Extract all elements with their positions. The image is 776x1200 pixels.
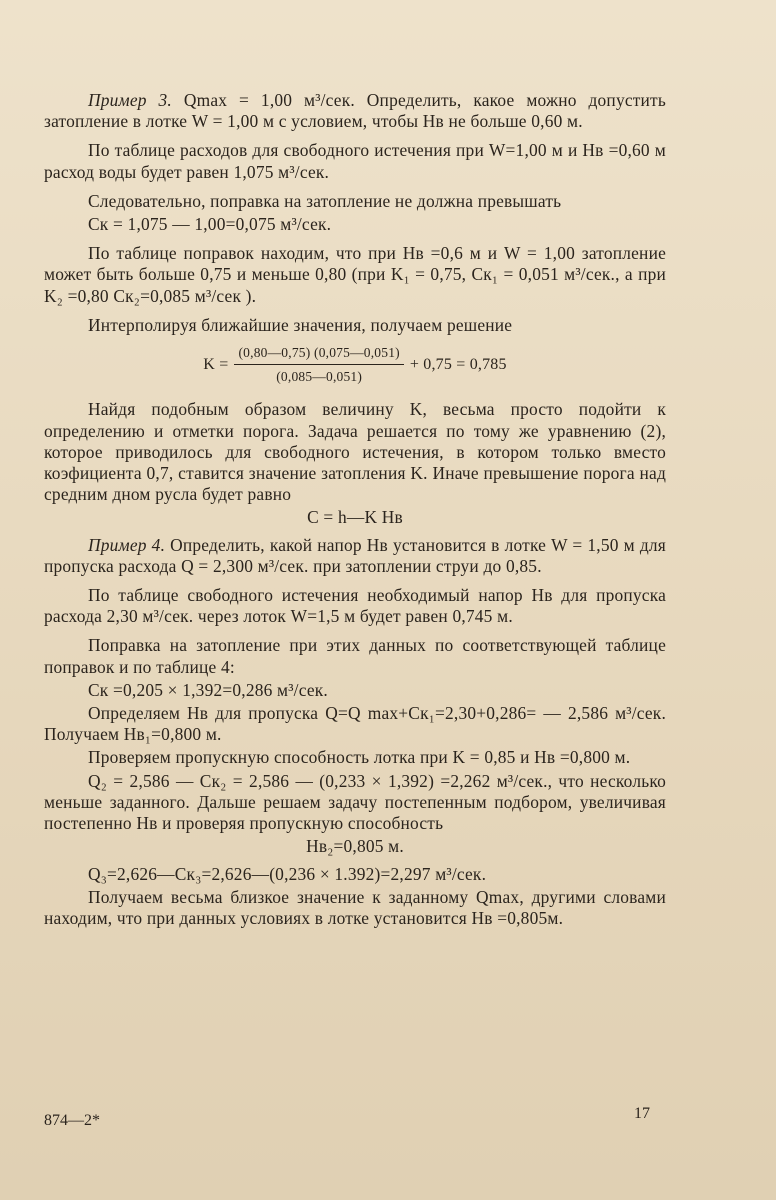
paragraph: По таблице поправок находим, что при Hв =0,6 м и W = 1,00 затопление может быть больше 0,75 и меньше 0,80 (при K₁ = 0,75, Cк₁ = 0,051 м³/сек., а при K₂ =0,80 Cк₂=0,085 м³/сек ). <box>44 243 666 306</box>
paragraph-example-3 <box>44 90 666 132</box>
printer-signature: 874—2* <box>44 1112 100 1129</box>
paragraph: Поправка на затопление при этих данных по соответствующей таблице поправок и по таблице 4: <box>44 635 666 677</box>
formula-lhs: K = <box>203 356 229 374</box>
equation-line: Cк =0,205 × 1,392=0,286 м³/сек. <box>88 679 328 700</box>
paragraph: Найдя подобным образом величину K, весьма просто подойти к определению и отметки порога. Задача решается по тому же уравнению (2), которое приводилось для свободного истечения, в котором только вместо коэфициента 0,7, ставится значение затопления K. Иначе превышение порога над средним дном русла будет равно <box>44 399 666 505</box>
formula-fraction <box>234 342 403 387</box>
threshold-formula: C = h—K Hв <box>307 507 403 528</box>
paragraph: По таблице свободного истечения необходимый напор Hв для пропуска расхода 2,30 м³/сек. через лоток W=1,5 м будет равен 0,745 м. <box>44 585 666 627</box>
formula-rhs: + 0,75 = 0,785 <box>409 356 507 374</box>
formula-denominator: (0,085—0,051) <box>276 369 363 385</box>
paragraph: По таблице расходов для свободного истечения при W=1,00 м и Hв =0,60 м расход воды будет равен 1,075 м³/сек. <box>44 140 666 182</box>
page-body <box>44 90 666 937</box>
result-line: Hв₂=0,805 м. <box>306 836 404 857</box>
page-number: 17 <box>634 1105 650 1122</box>
paragraph-example-4 <box>44 535 666 577</box>
interpolation-formula <box>44 342 666 387</box>
paragraph: Получаем весьма близкое значение к заданному Qmax, другими словами находим, что при данных условиях в лотке установится Hв =0,805м. <box>44 886 666 928</box>
formula-numerator: (0,80—0,75) (0,075—0,051) <box>234 342 403 365</box>
example-4-lead: Пример 4. <box>88 534 166 555</box>
paragraph: Определяем Hв для пропуска Q=Q max+Cк₁=2,30+0,286= — 2,586 м³/сек. Получаем Hв₁=0,800 м. <box>44 703 666 745</box>
paragraph: Проверяем пропускную способность лотка при K = 0,85 и Hв =0,800 м. <box>88 747 631 768</box>
example-4-text: Определить, какой напор Hв установится в лотке W = 1,50 м для пропуска расхода Q = 2,300 м³/сек. при затоплении струи до 0,85. <box>44 534 666 576</box>
paragraph: Интерполируя ближайшие значения, получаем решение <box>88 314 513 335</box>
equation-line: Cк = 1,075 — 1,00=0,075 м³/сек. <box>88 214 332 235</box>
paragraph: Q₂ = 2,586 — Cк₂ = 2,586 — (0,233 × 1,392) =2,262 м³/сек., что несколько меньше заданного. Дальше решаем задачу постепенным подбором, увеличивая постепенно Hв и проверяя пропускную способность <box>44 770 666 834</box>
equation-line: Q₃=2,626—Cк₃=2,626—(0,236 × 1.392)=2,297 м³/сек. <box>88 863 487 884</box>
example-3-text: Qmax = 1,00 м³/сек. Определить, какое можно допустить затопление в лотке W = 1,00 м с условием, чтобы Hв не больше 0,60 м. <box>44 90 666 132</box>
example-3-lead: Пример 3. <box>88 90 172 110</box>
paragraph: Следовательно, поправка на затопление не должна превышать <box>88 190 562 211</box>
